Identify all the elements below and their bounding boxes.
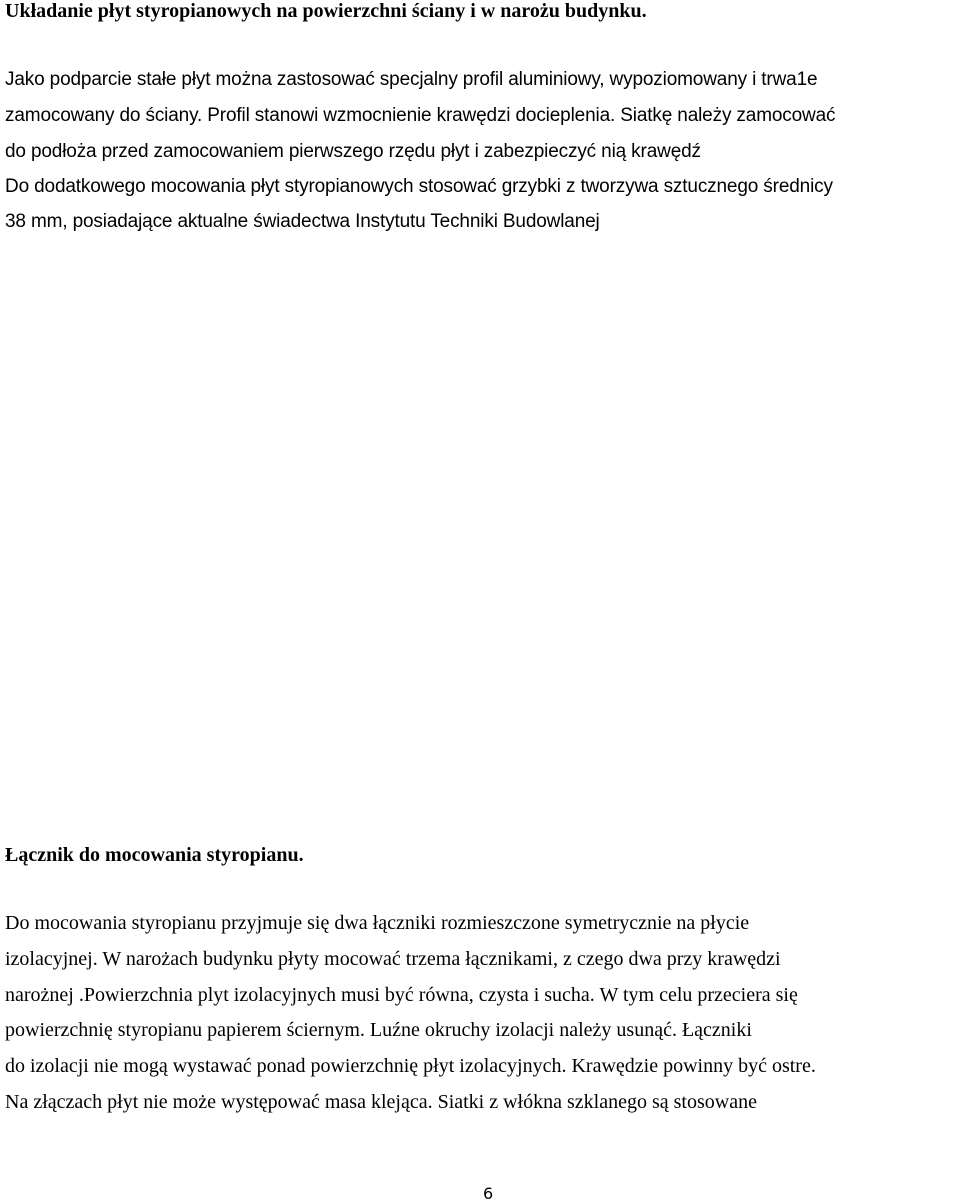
paragraph-line: do podłoża przed zamocowaniem pierwszego rzędu płyt i zabezpieczyć nią krawędź <box>5 141 701 162</box>
paragraph-line: Na złączach płyt nie może występować masa klejąca. Siatki z włókna szklanego są stosowane <box>5 1091 757 1113</box>
paragraph-line: Jako podparcie stałe płyt można zastosować specjalny profil aluminiowy, wypoziomowany i trwa1e <box>5 69 818 90</box>
paragraph-line: Do mocowania styropianu przyjmuje się dwa łączniki rozmieszczone symetrycznie na płycie <box>5 912 750 934</box>
paragraph-line: powierzchnię styropianu papierem ściernym. Luźne okruchy izolacji należy usunąć. Łączniki <box>5 1019 752 1041</box>
paragraph-line: Do dodatkowego mocowania płyt styropianowych stosować grzybki z tworzywa sztucznego średnicy <box>5 176 833 197</box>
paragraph-line: zamocowany do ściany. Profil stanowi wzmocnienie krawędzi docieplenia. Siatkę należy zamocować <box>5 105 836 126</box>
section-heading-connector: Łącznik do mocowania styropianu. <box>5 844 304 866</box>
page-number: 6 <box>483 1184 494 1203</box>
paragraph-line: 38 mm, posiadające aktualne świadectwa Instytutu Techniki Budowlanej <box>5 211 600 232</box>
section-heading-styrofoam-laying: Układanie płyt styropianowych na powierzchni ściany i w narożu budynku. <box>5 0 647 22</box>
paragraph-line: do izolacji nie mogą wystawać ponad powierzchnię płyt izolacyjnych. Krawędzie powinny być ostre. <box>5 1055 816 1077</box>
paragraph-line: narożnej .Powierzchnia plyt izolacyjnych musi być równa, czysta i sucha. W tym celu przeciera się <box>5 984 798 1006</box>
paragraph-line: izolacyjnej. W narożach budynku płyty mocować trzema łącznikami, z czego dwa przy krawędzi <box>5 948 781 970</box>
